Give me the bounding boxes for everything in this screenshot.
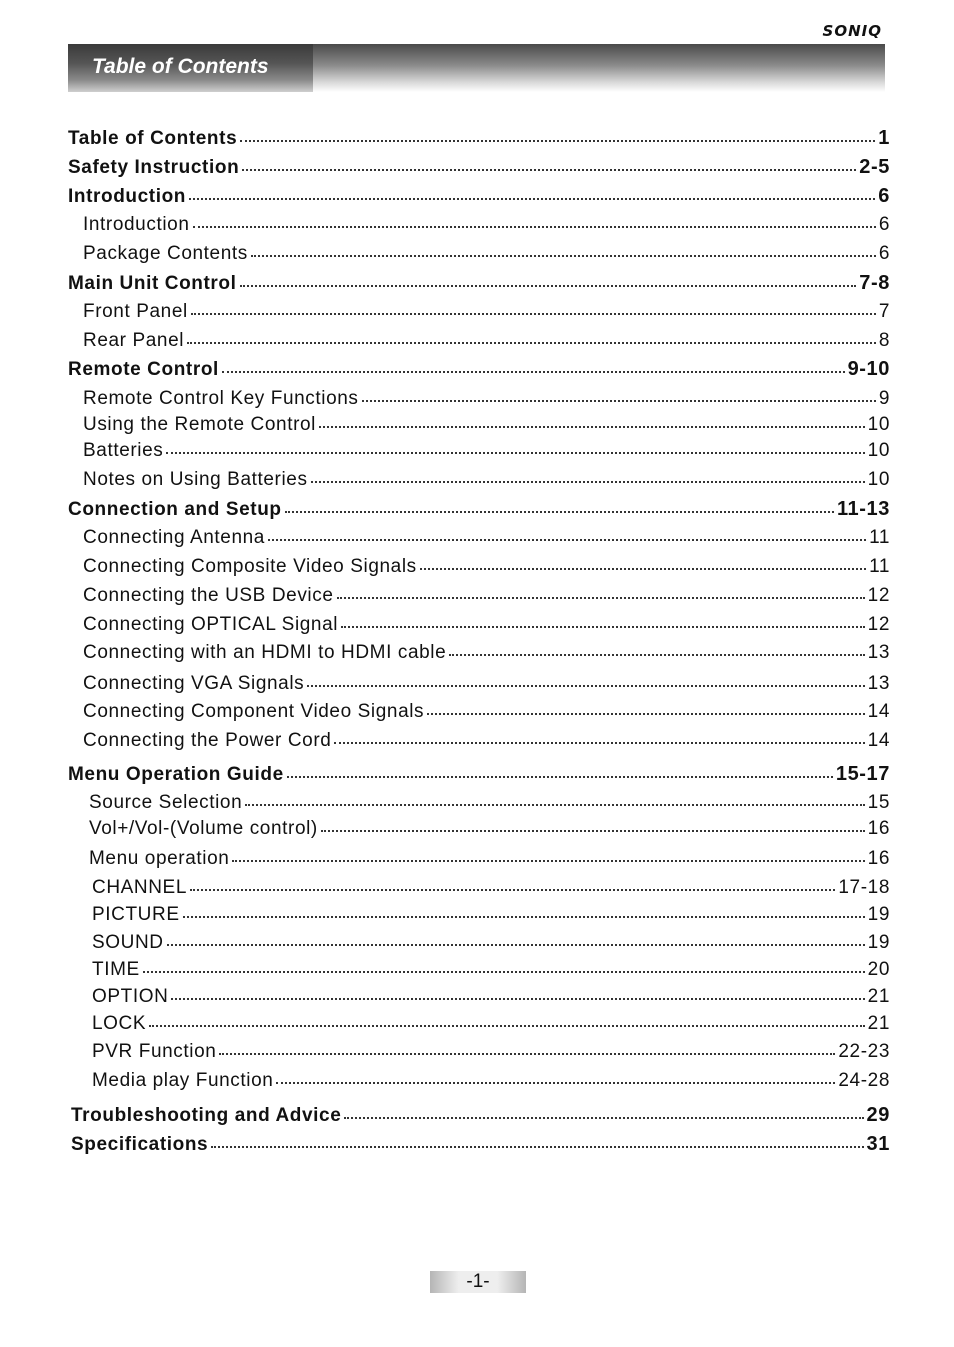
toc-entry-label: Menu operation bbox=[89, 848, 230, 869]
toc-entry-label: Source Selection bbox=[89, 792, 243, 813]
toc-entry[interactable] bbox=[92, 931, 890, 955]
toc-section[interactable] bbox=[68, 357, 890, 382]
toc-entry-page: 14 bbox=[867, 730, 890, 751]
toc-entry[interactable] bbox=[83, 526, 890, 550]
toc-entry-page: 16 bbox=[867, 818, 890, 839]
toc-entry-label: Safety Instruction bbox=[68, 157, 240, 178]
toc-entry-page: 20 bbox=[867, 959, 890, 980]
toc-entry-page: 11 bbox=[869, 527, 890, 548]
dot-leader bbox=[251, 253, 876, 257]
toc-entry-label: TIME bbox=[92, 959, 140, 980]
dot-leader bbox=[171, 996, 864, 1000]
dot-leader bbox=[337, 595, 865, 599]
dot-leader bbox=[189, 196, 875, 200]
toc-entry-page: 22-23 bbox=[838, 1041, 890, 1062]
toc-entry-label: Connecting with an HDMI to HDMI cable bbox=[83, 642, 447, 663]
dot-leader bbox=[276, 1080, 835, 1084]
toc-entry[interactable] bbox=[83, 300, 890, 324]
dot-leader bbox=[341, 624, 865, 628]
dot-leader bbox=[287, 774, 833, 778]
toc-entry-page: 2-5 bbox=[859, 156, 890, 178]
toc-entry-page: 7 bbox=[878, 301, 890, 322]
toc-entry-label: Batteries bbox=[83, 440, 164, 461]
toc-entry-page: 6 bbox=[878, 243, 890, 264]
toc-entry-label: Remote Control bbox=[68, 359, 219, 380]
toc-section[interactable] bbox=[68, 762, 890, 787]
dot-leader bbox=[427, 711, 865, 715]
toc-entry-page: 19 bbox=[867, 932, 890, 953]
toc-entry-label: Connecting Component Video Signals bbox=[83, 701, 425, 722]
toc-entry-label: CHANNEL bbox=[92, 877, 187, 898]
toc-entry-page: 10 bbox=[867, 440, 890, 461]
toc-entry[interactable] bbox=[89, 847, 890, 871]
dot-leader bbox=[311, 479, 865, 483]
toc-section[interactable] bbox=[71, 1103, 890, 1128]
toc-entry[interactable] bbox=[92, 958, 890, 982]
toc-entry[interactable] bbox=[83, 468, 890, 492]
toc-entry-page: 14 bbox=[867, 701, 890, 722]
toc-entry-page: 13 bbox=[867, 642, 890, 663]
dot-leader bbox=[334, 740, 864, 744]
toc-entry-label: Main Unit Control bbox=[68, 273, 237, 294]
toc-entry-label: Connection and Setup bbox=[68, 499, 282, 520]
toc-entry[interactable] bbox=[83, 387, 890, 411]
toc-entry-page: 21 bbox=[867, 986, 890, 1007]
dot-leader bbox=[211, 1144, 863, 1148]
toc-entry[interactable] bbox=[83, 584, 890, 608]
toc-entry[interactable] bbox=[92, 985, 890, 1009]
toc-entry[interactable] bbox=[83, 242, 890, 266]
toc-entry-label: Connecting the USB Device bbox=[83, 585, 334, 606]
toc-entry-label: Using the Remote Control bbox=[83, 414, 317, 435]
dot-leader bbox=[240, 138, 875, 142]
dot-leader bbox=[240, 283, 857, 287]
toc-section[interactable] bbox=[68, 155, 890, 180]
dot-leader bbox=[191, 311, 876, 315]
toc-entry-page: 12 bbox=[867, 614, 890, 635]
toc-entry-page: 9-10 bbox=[847, 358, 890, 380]
dot-leader bbox=[362, 398, 876, 402]
toc-entry[interactable] bbox=[83, 413, 890, 437]
toc-entry[interactable] bbox=[92, 1012, 890, 1036]
dot-leader bbox=[187, 340, 876, 344]
toc-entry-page: 13 bbox=[867, 673, 890, 694]
dot-leader bbox=[242, 167, 856, 171]
toc-entry-label: Connecting VGA Signals bbox=[83, 673, 305, 694]
dot-leader bbox=[319, 424, 865, 428]
toc-entry-page: 6 bbox=[878, 185, 890, 207]
dot-leader bbox=[232, 858, 864, 862]
toc-entry-label: OPTION bbox=[92, 986, 169, 1007]
toc-entry-page: 9 bbox=[878, 388, 890, 409]
dot-leader bbox=[193, 224, 876, 228]
toc-entry-page: 21 bbox=[867, 1013, 890, 1034]
toc-entry-page: 7-8 bbox=[859, 272, 890, 294]
toc-entry-label: Media play Function bbox=[92, 1070, 274, 1091]
dot-leader bbox=[285, 509, 834, 513]
dot-leader bbox=[321, 828, 865, 832]
toc-entry-label: Troubleshooting and Advice bbox=[71, 1105, 342, 1126]
brand-logo: SONIQ bbox=[822, 22, 882, 40]
toc-entry[interactable] bbox=[83, 439, 890, 463]
toc-section[interactable] bbox=[71, 1132, 890, 1157]
dot-leader bbox=[420, 566, 866, 570]
toc-entry[interactable] bbox=[89, 791, 890, 815]
toc-entry-label: Front Panel bbox=[83, 301, 188, 322]
dot-leader bbox=[245, 802, 864, 806]
toc-entry[interactable] bbox=[92, 903, 890, 927]
dot-leader bbox=[449, 652, 864, 656]
dot-leader bbox=[143, 969, 865, 973]
toc-entry-page: 15-17 bbox=[835, 763, 890, 785]
toc-entry[interactable] bbox=[83, 555, 890, 579]
dot-leader bbox=[190, 887, 835, 891]
toc-entry-label: Rear Panel bbox=[83, 330, 185, 351]
toc-section[interactable] bbox=[68, 497, 890, 522]
page-number: -1- bbox=[466, 1271, 490, 1292]
toc-entry-page: 1 bbox=[878, 127, 890, 149]
dot-leader bbox=[344, 1115, 863, 1119]
toc-section[interactable] bbox=[68, 184, 890, 209]
dot-leader bbox=[219, 1051, 835, 1055]
toc-entry-page: 29 bbox=[866, 1104, 890, 1126]
dot-leader bbox=[268, 537, 866, 541]
toc-entry-label: Vol+/Vol-(Volume control) bbox=[89, 818, 318, 839]
toc-entry-label: SOUND bbox=[92, 932, 164, 953]
toc-entry-label: PVR Function bbox=[92, 1041, 217, 1062]
page-title: Table of Contents bbox=[92, 55, 269, 78]
toc-entry[interactable] bbox=[83, 329, 890, 353]
toc-entry-label: Connecting the Power Cord bbox=[83, 730, 332, 751]
toc-entry-label: LOCK bbox=[92, 1013, 147, 1034]
toc-entry[interactable] bbox=[92, 1040, 890, 1064]
toc-entry-page: 24-28 bbox=[838, 1070, 890, 1091]
dot-leader bbox=[183, 914, 865, 918]
toc-entry-page: 11 bbox=[869, 556, 890, 577]
toc-entry-label: Remote Control Key Functions bbox=[83, 388, 359, 409]
toc-entry-page: 19 bbox=[867, 904, 890, 925]
toc-entry-label: Specifications bbox=[71, 1134, 209, 1155]
toc-entry-label: Connecting OPTICAL Signal bbox=[83, 614, 339, 635]
toc-entry-page: 8 bbox=[878, 330, 890, 351]
toc-entry[interactable] bbox=[92, 876, 890, 900]
toc-entry[interactable] bbox=[89, 817, 890, 841]
toc-entry-page: 10 bbox=[867, 414, 890, 435]
toc-entry-page: 10 bbox=[867, 469, 890, 490]
toc-section[interactable] bbox=[68, 271, 890, 296]
toc-entry-label: Package Contents bbox=[83, 243, 248, 264]
toc-entry[interactable] bbox=[83, 613, 890, 637]
toc-entry[interactable] bbox=[83, 700, 890, 724]
toc-entry-label: Introduction bbox=[68, 186, 187, 207]
toc-entry-page: 31 bbox=[866, 1133, 890, 1155]
dot-leader bbox=[307, 683, 864, 687]
toc-entry-page: 11-13 bbox=[836, 498, 890, 520]
toc-entry-page: 17-18 bbox=[838, 877, 890, 898]
toc-entry[interactable] bbox=[83, 213, 890, 237]
toc-entry-label: PICTURE bbox=[92, 904, 180, 925]
toc-section[interactable] bbox=[68, 126, 890, 151]
toc-entry-label: Menu Operation Guide bbox=[68, 764, 284, 785]
toc-entry[interactable] bbox=[83, 729, 890, 753]
toc-entry-label: Connecting Antenna bbox=[83, 527, 265, 548]
toc-entry-page: 16 bbox=[867, 848, 890, 869]
dot-leader bbox=[222, 369, 845, 373]
toc-entry[interactable] bbox=[92, 1069, 890, 1093]
toc-entry-page: 12 bbox=[867, 585, 890, 606]
toc-entry-label: Introduction bbox=[83, 214, 190, 235]
toc-entry[interactable] bbox=[83, 641, 890, 665]
dot-leader bbox=[149, 1023, 865, 1027]
toc-entry-label: Table of Contents bbox=[68, 128, 238, 149]
dot-leader bbox=[166, 450, 864, 454]
toc-entry-page: 15 bbox=[867, 792, 890, 813]
dot-leader bbox=[167, 942, 865, 946]
toc-entry-page: 6 bbox=[878, 214, 890, 235]
toc-entry[interactable] bbox=[83, 672, 890, 696]
toc-entry-label: Connecting Composite Video Signals bbox=[83, 556, 417, 577]
toc-entry-label: Notes on Using Batteries bbox=[83, 469, 308, 490]
